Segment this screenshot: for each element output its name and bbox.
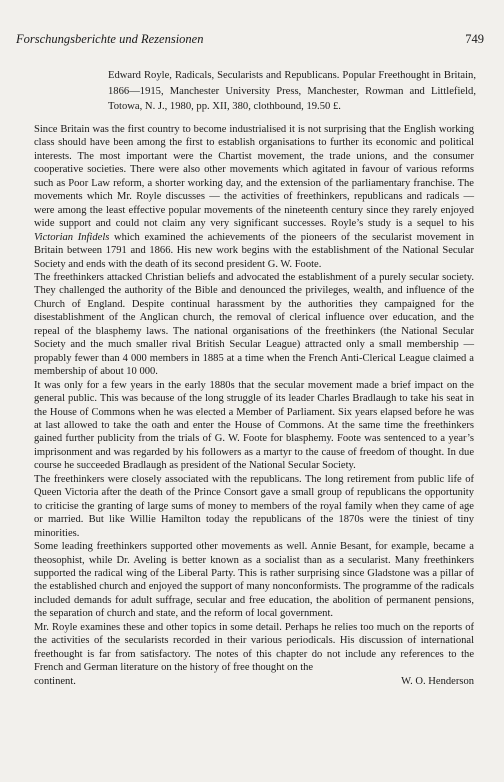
paragraph-1-text-a: Since Britain was the first country to become industrialised it is not surprising that the English working class should have been among the first to establish organisations to further its economic and political interests. The most important were the Chartist movement, the trade unions, and the consumer cooperative societies. There were also other movements which agitated in favour of various reforms such as Poor Law reform, a shorter working day, and the extension of the parliamentary franchise. The movements which Mr. Royle discusses — the activities of freethinkers, republicans and radicals — were among the least effective popular movements of the nineteenth century since they rarely enjoyed wide support and could not claim any very significant successes. Royle’s study is a sequel to his (34, 124, 474, 230)
closing-line (34, 675, 474, 688)
section-title: Forschungsberichte und Rezensionen (16, 32, 204, 46)
paragraph-6-end: continent. (34, 675, 76, 687)
paragraph-4: The freethinkers were closely associated with the republicans. The long retirement from public life of Queen Victoria after the death of the Prince Consort gave a small group of republicans the opportunity to criticise the granting of large sums of money to members of the royal family when they came of age or married. But like Willie Hamilton today the republicans of the 1870s were the tiniest of tiny minorities. (34, 473, 474, 539)
review-body (34, 123, 474, 688)
paragraph-1-text-b: which examined the achievements of the pioneers of the secularist movement in Britain between 1791 and 1866. His new work begins with the establishment of the National Secular Society and ends with the death of its second president G. W. Foote. (34, 231, 474, 270)
book-citation: Edward Royle, Radicals, Secularists and Republicans. Popular Freethought in Britain, 1866—1915, Manchester University Press, Manchester, Rowman and Littlefield, Totowa, N. J., 1980, pp. XII, 380, clothbound, 19.50 £. (108, 70, 476, 112)
paragraph-3: It was only for a few years in the early 1880s that the secular movement made a brief impact on the general public. This was because of the long struggle of its leader Charles Bradlaugh to take his seat in the House of Commons when he was elected a Member of Parliament. Six years elapsed before he was at last allowed to take the oath and enter the House of Commons. At the same time the freethinkers gained further publicity from the trials of G. W. Foote for blasphemy. Foote was sentenced to a year’s imprisonment and was regarded by his followers as a martyr to the cause of freedom of thought. In due course he succeeded Bradlaugh as president of the National Secular Society. (34, 379, 474, 472)
paragraph-6: Mr. Royle examines these and other topics in some detail. Perhaps he relies too much on the reports of the activities of the secularists recorded in their various periodicals. His discussion of international freethought is far from satisfactory. The notes of this chapter do not include any references to the French and German literature on the history of free thought on the (34, 621, 474, 674)
reviewer-signature: W. O. Henderson (401, 675, 474, 687)
paragraph-5: Some leading freethinkers supported other movements as well. Annie Besant, for example, became a theosophist, while Dr. Aveling is better known as a socialist than as a secularist. Many freethinkers supported the radical wing of the Liberal Party. This is rather surprising since Gladstone was a pillar of the established church and enjoyed the support of many nonconformists. The programme of the radicals included demands for adult suffrage, secular and free education, the abolition of permanent pensions, the separation of church and state, and the reform of local government. (34, 541, 474, 620)
paragraph-1 (34, 123, 474, 271)
paragraph-2: The freethinkers attacked Christian beliefs and advocated the establishment of a purely secular society. They challenged the authority of the Bible and denounced the privileges, wealth, and influence of the Church of England. Despite continual harassment by the authorities they campaigned for the disestablishment of the Anglican church, the removal of clerical influence over education, and the repeal of the blasphemy laws. The national organisations of the freethinkers (the National Secular Society and the much smaller rival British Secular League) attracted only a small membership — propably fewer than 4 000 members in 1885 at a time when the French Anti-Clerical League claimed a membership of about 10 000. (34, 271, 474, 378)
book-title-italic: Victorian Infidels (34, 231, 110, 243)
running-head (16, 32, 484, 47)
page-number: 749 (465, 32, 484, 46)
